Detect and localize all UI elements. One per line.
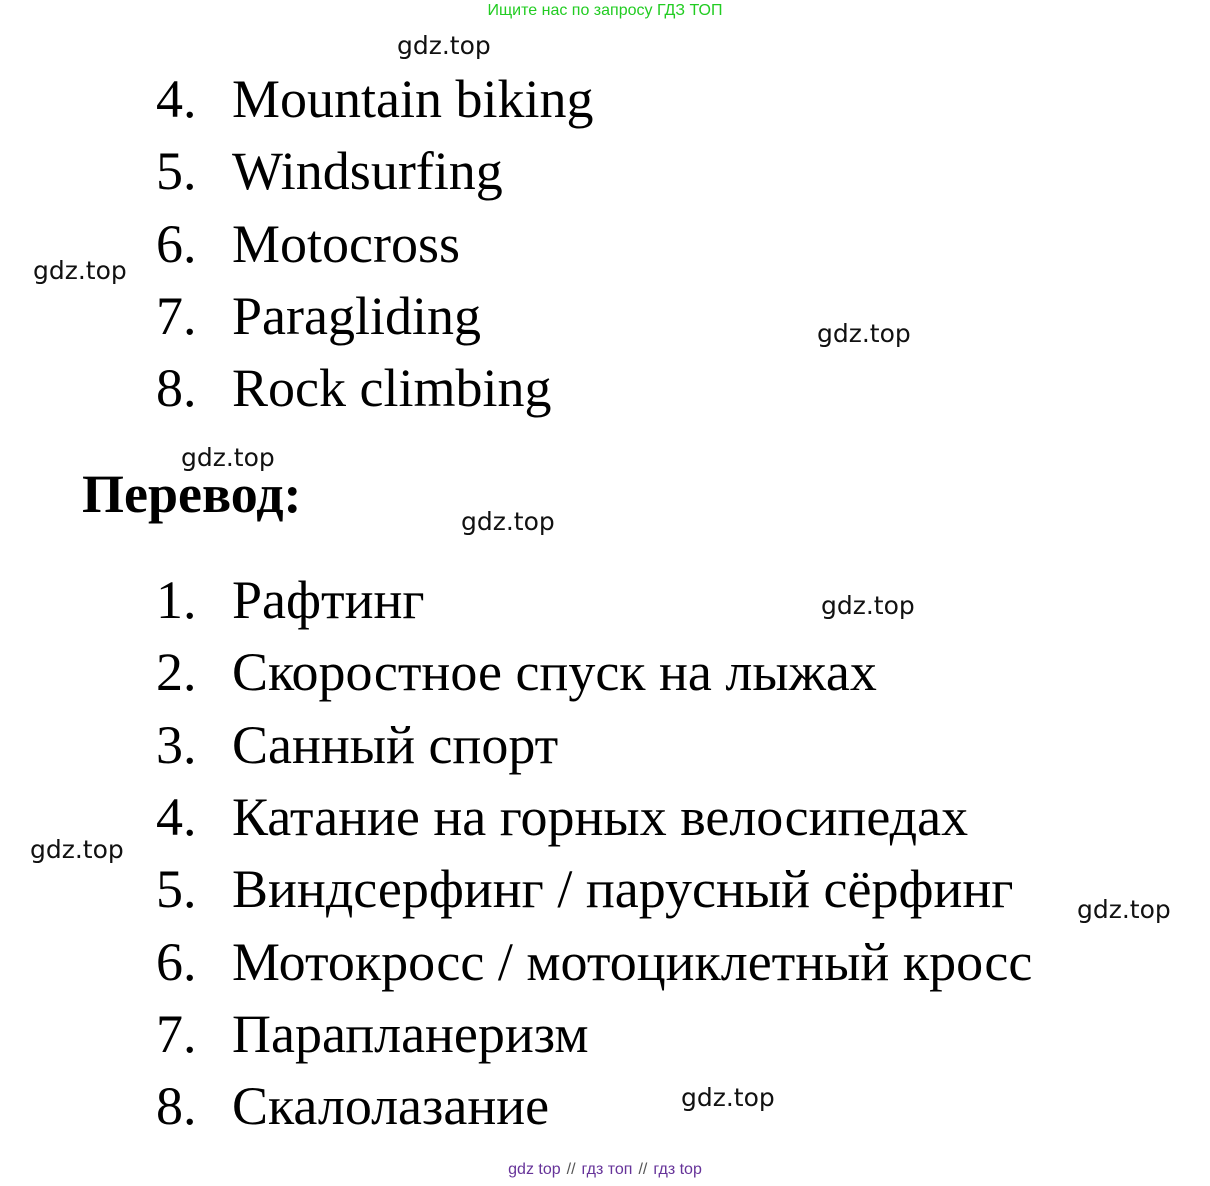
item-number: 4. (156, 69, 197, 129)
item-text: Санный спорт (232, 715, 559, 775)
item-number: 6. (156, 932, 197, 992)
english-list-item (156, 213, 460, 275)
watermark: gdz.top (181, 443, 275, 472)
item-text: Рафтинг (232, 570, 425, 630)
item-number: 4. (156, 787, 197, 847)
english-list-item (156, 285, 481, 347)
item-text: Paragliding (232, 286, 481, 346)
english-list-item (156, 68, 594, 130)
footer-separator: // (566, 1161, 576, 1178)
watermark: gdz.top (681, 1083, 775, 1112)
english-list-item (156, 357, 551, 419)
item-number: 3. (156, 715, 197, 775)
item-text: Парапланеризм (232, 1004, 589, 1064)
item-number: 7. (156, 1004, 197, 1064)
item-text: Скалолазание (232, 1076, 550, 1136)
item-number: 6. (156, 214, 197, 274)
watermark: gdz.top (1077, 895, 1171, 924)
item-text: Скоростное спуск на лыжах (232, 642, 877, 702)
footer-link[interactable]: гдз top (653, 1161, 702, 1178)
watermark: gdz.top (30, 835, 124, 864)
russian-list-item (156, 786, 968, 848)
english-list-item (156, 140, 503, 202)
item-number: 8. (156, 358, 197, 418)
item-number: 5. (156, 859, 197, 919)
item-text: Rock climbing (232, 358, 552, 418)
russian-list-item (156, 931, 1032, 993)
russian-list-item (156, 569, 425, 631)
watermark: gdz.top (821, 591, 915, 620)
russian-list-item (156, 858, 1013, 920)
footer-link[interactable]: гдз топ (581, 1161, 633, 1178)
translation-heading: Перевод: (82, 464, 302, 524)
item-text: Мотокросс / мотоциклетный кросс (232, 932, 1033, 992)
footer-separator: // (638, 1161, 648, 1178)
russian-list-item (156, 641, 877, 703)
item-text: Виндсерфинг / парусный сёрфинг (232, 859, 1014, 919)
item-number: 2. (156, 642, 197, 702)
watermark: gdz.top (397, 31, 491, 60)
footer-link[interactable]: gdz top (508, 1161, 561, 1178)
russian-list-item (156, 1003, 589, 1065)
item-text: Windsurfing (232, 141, 503, 201)
russian-list-item (156, 714, 558, 776)
item-number: 7. (156, 286, 197, 346)
item-number: 1. (156, 570, 197, 630)
item-text: Катание на горных велосипедах (232, 787, 969, 847)
watermark: gdz.top (33, 256, 127, 285)
russian-list-item (156, 1075, 549, 1137)
footer (0, 1161, 1210, 1179)
item-number: 8. (156, 1076, 197, 1136)
watermark: gdz.top (817, 319, 911, 348)
item-text: Motocross (232, 214, 460, 274)
watermark: gdz.top (461, 507, 555, 536)
item-number: 5. (156, 141, 197, 201)
top-banner: Ищите нас по запросу ГДЗ ТОП (487, 2, 723, 19)
item-text: Mountain biking (232, 69, 594, 129)
